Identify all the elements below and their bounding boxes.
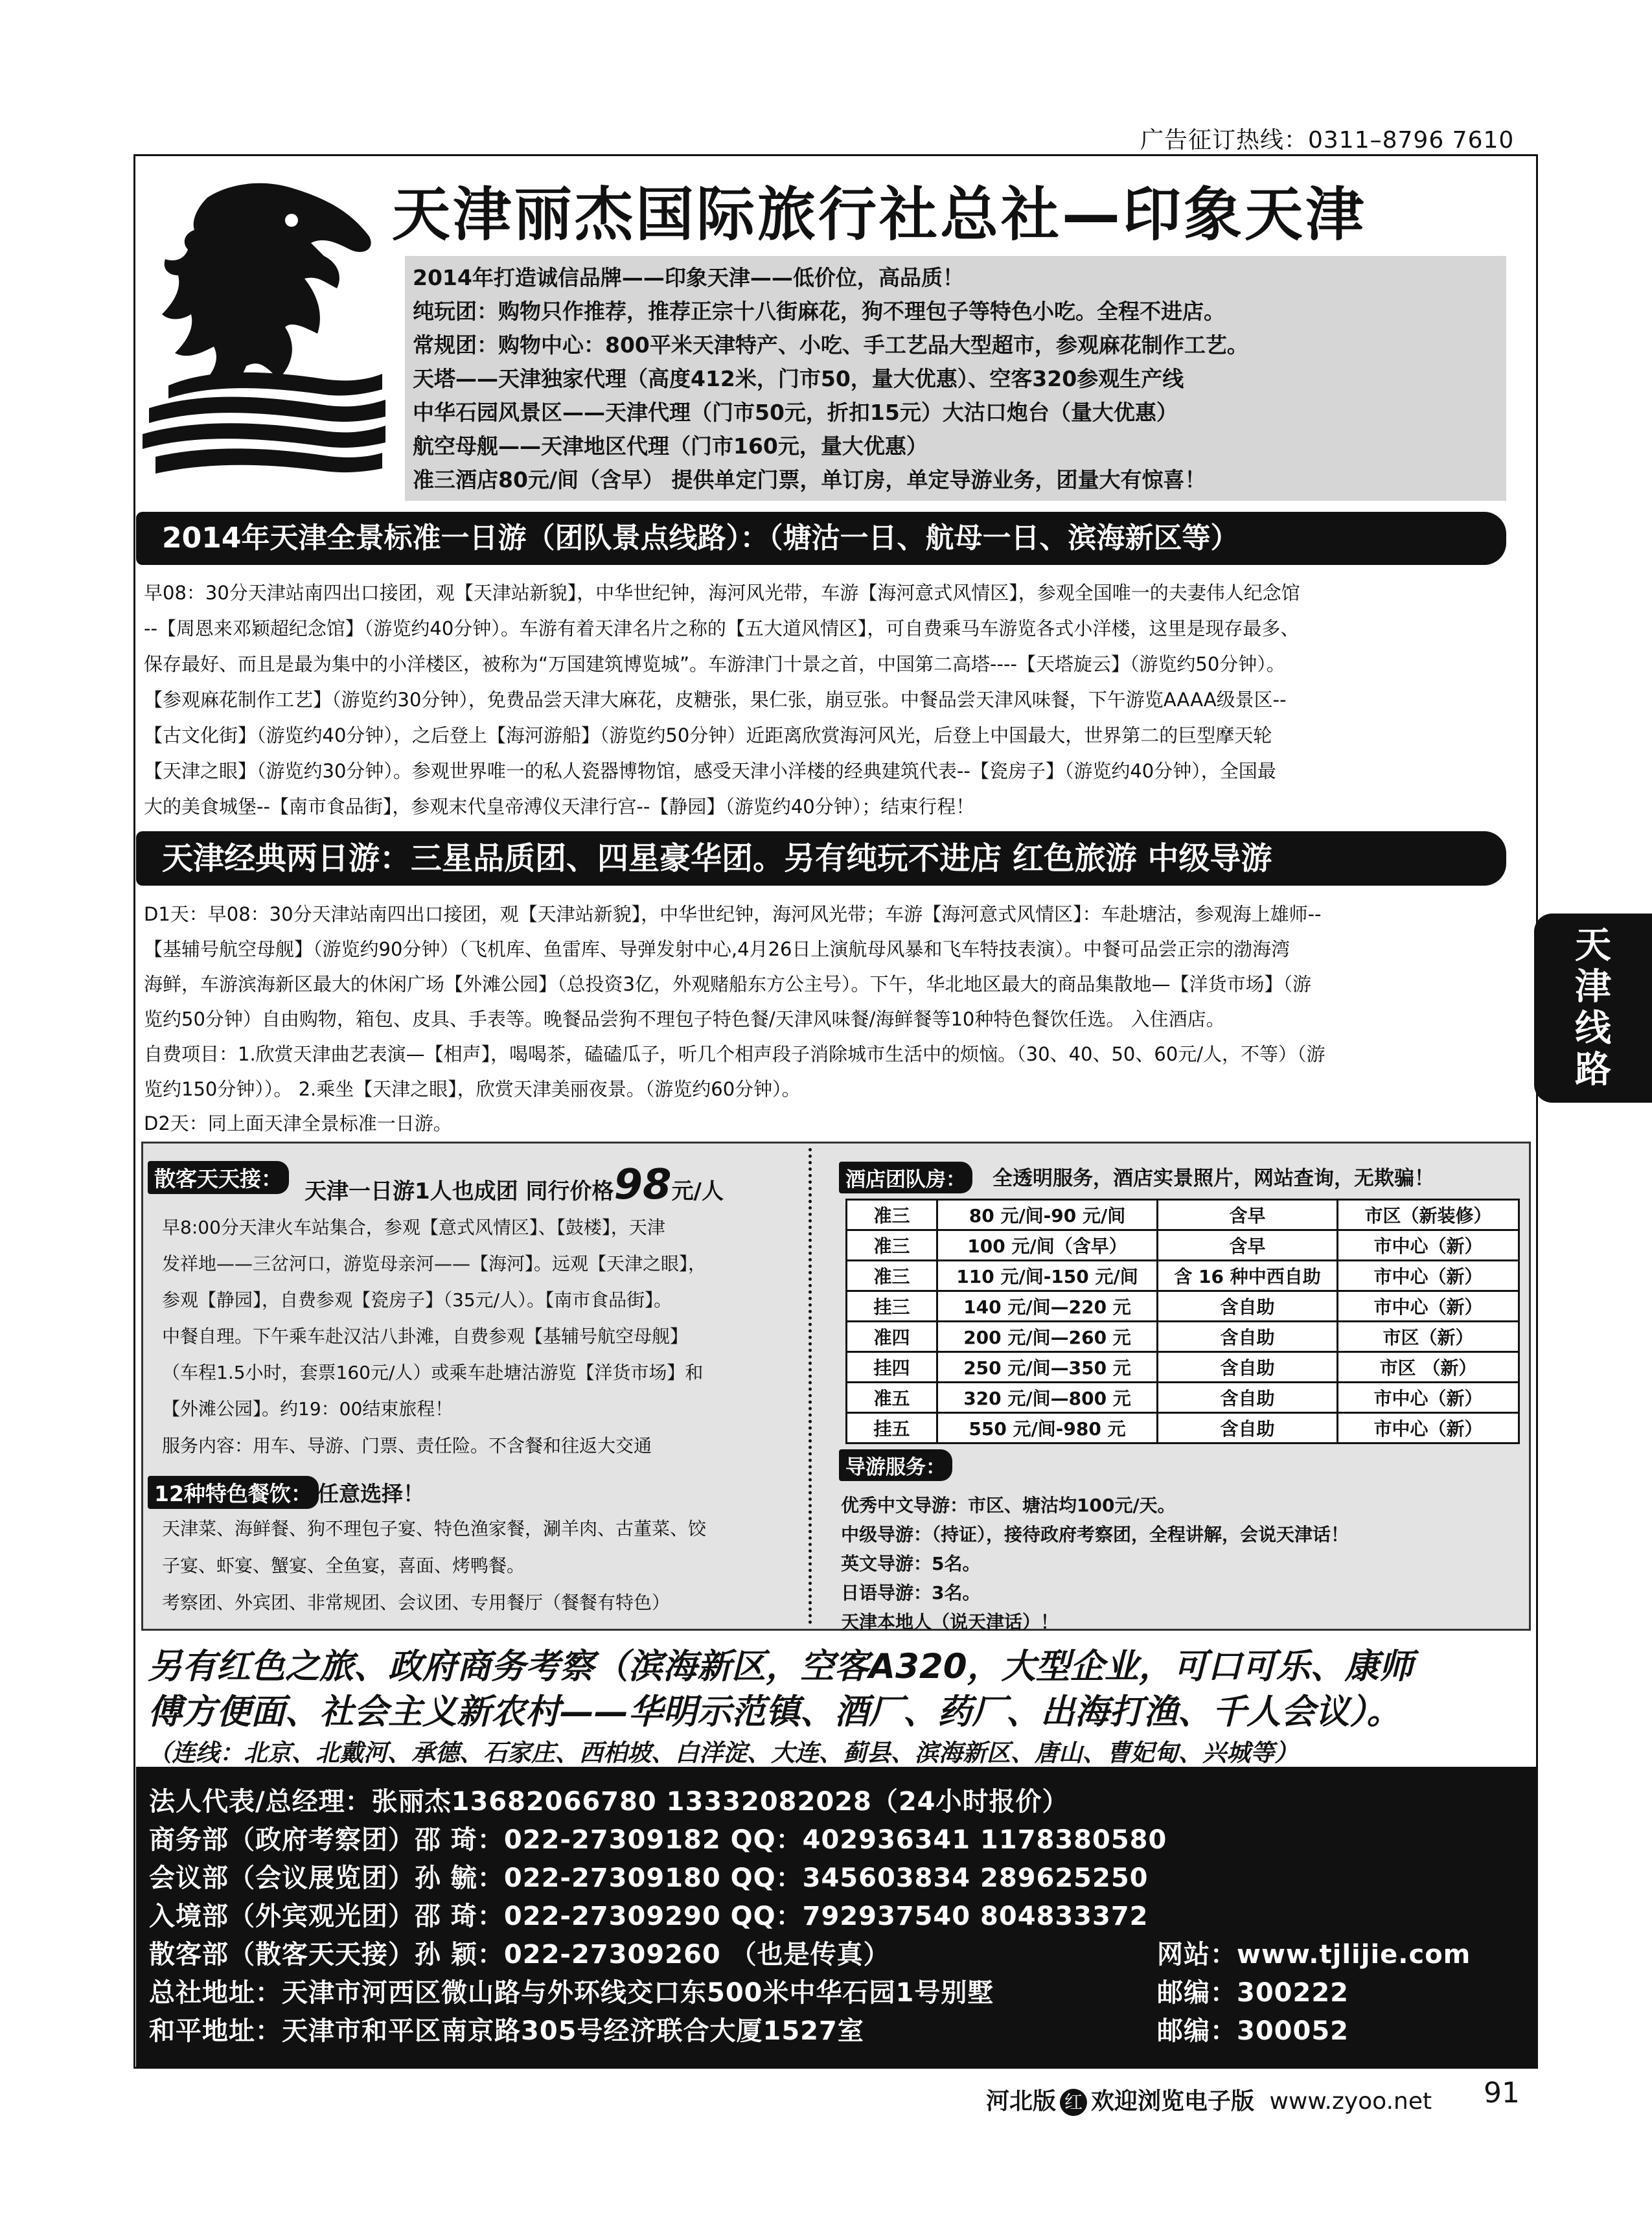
guide-line: 优秀中文导游：市区、塘沽均100元/天。 xyxy=(841,1495,1176,1516)
hotel-cell: 挂四 xyxy=(847,1352,937,1383)
hotel-cell: 320 元/间—800 元 xyxy=(937,1383,1158,1413)
hotel-cell: 挂三 xyxy=(847,1291,937,1322)
hotel-tag: 酒店团队房： xyxy=(839,1162,972,1193)
hotel-row xyxy=(847,1352,1519,1383)
hotel-cell: 市中心（新） xyxy=(1338,1230,1519,1261)
sanke-line: 服务内容：用车、导游、门票、责任险。不含餐和往返大交通 xyxy=(162,1435,652,1456)
contact-line: 商务部（政府考察团）邵 琦：022-27309182 QQ：402936341 1178380580 xyxy=(149,1825,1167,1855)
hong-logo-icon: 红 xyxy=(1060,2089,1087,2116)
hotel-row xyxy=(847,1383,1519,1413)
intro-box xyxy=(405,256,1506,501)
hotel-cell: 110 元/间-150 元/间 xyxy=(937,1261,1158,1291)
contact-line: 总社地址：天津市河西区微山路与外环线交口东500米中华石园1号别墅 xyxy=(149,1978,994,2008)
oneday-banner: 2014年天津全景标准一日游（团队景点线路）：（塘沽一日、航母一日、滨海新区等） xyxy=(136,512,1506,565)
guide-tag: 导游服务： xyxy=(839,1449,952,1481)
sanke-price: 98 xyxy=(614,1161,672,1209)
sanke-line: 参观【静园】，自费参观【瓷房子】（35元/人）。【南市食品街】。 xyxy=(162,1289,672,1311)
meals-line: 天津菜、海鲜餐、狗不理包子宴、特色渔家餐，涮羊肉、古董菜、饺 xyxy=(162,1518,707,1539)
hotel-row xyxy=(847,1261,1519,1291)
hotel-row xyxy=(847,1322,1519,1352)
hotel-cell: 80 元/间-90 元/间 xyxy=(937,1200,1158,1230)
itinerary-line: --【周恩来邓颖超纪念馆】（游览约40分钟）。车游有着天津名片之称的【五大道风情区】，可自费乘马车游览各式小洋楼，这里是现存最多、 xyxy=(144,617,1300,639)
hotel-cell: 100 元/间（含早） xyxy=(937,1230,1158,1261)
itinerary-line: 览约50分钟）自由购物，箱包、皮具、手表等。晚餐品尝狗不理包子特色餐/天津风味餐/海鲜餐等10种特色餐饮任选。 入住酒店。 xyxy=(144,1008,1225,1030)
side-tab-char: 天 xyxy=(1575,925,1611,967)
side-tab-char: 路 xyxy=(1575,1049,1611,1091)
hotel-cell: 含自助 xyxy=(1158,1291,1338,1322)
hotel-table xyxy=(845,1199,1520,1444)
hotel-cell: 含自助 xyxy=(1158,1383,1338,1413)
page-title: 天津丽杰国际旅行社总社—印象天津 xyxy=(392,181,1366,249)
website-link[interactable]: 网站：www.tjlijie.com xyxy=(1157,1940,1471,1970)
guide-line: 英文导游：5名。 xyxy=(841,1553,981,1574)
side-tab-tianjin-routes xyxy=(1534,914,1652,1103)
hotel-headline: 全透明服务，酒店实景照片，网站查询，无欺骗！ xyxy=(992,1167,1434,1190)
sanke-line: （车程1.5小时，套票160元/人）或乘车赴塘沽游览【洋货市场】和 xyxy=(162,1362,704,1383)
hotel-cell: 市中心（新） xyxy=(1338,1413,1519,1443)
hotel-row xyxy=(847,1200,1519,1230)
intro-line: 纯玩团：购物只作推荐，推荐正宗十八街麻花，狗不理包子等特色小吃。全程不进店。 xyxy=(413,299,1225,324)
hotel-cell: 准三 xyxy=(847,1261,937,1291)
sanke-headline-text: 天津一日游1人也成团 同行价格 xyxy=(304,1178,614,1204)
intro-line: 2014年打造诚信品牌——印象天津——低价位，高品质！ xyxy=(413,265,964,290)
intro-line: 中华石园风景区——天津代理（门市50元，折扣15元）大沽口炮台（量大优惠） xyxy=(413,400,1178,425)
hotel-cell: 含 16 种中西自助 xyxy=(1158,1261,1338,1291)
hotel-row xyxy=(847,1413,1519,1443)
hotel-cell: 准三 xyxy=(847,1200,937,1230)
welcome-text: 欢迎浏览电子版 xyxy=(1091,2088,1255,2115)
hotel-cell: 含早 xyxy=(1158,1230,1338,1261)
hotel-cell: 含自助 xyxy=(1158,1413,1338,1443)
edition-label: 河北版 xyxy=(986,2088,1057,2115)
hotel-cell: 200 元/间—260 元 xyxy=(937,1322,1158,1352)
meals-line: 考察团、外宾团、非常规团、会议团、专用餐厅（餐餐有特色） xyxy=(162,1592,671,1613)
contact-line: 和平地址：天津市和平区南京路305号经济联合大厦1527室 xyxy=(149,2016,864,2046)
itinerary-line: 自费项目：1.欣赏天津曲艺表演—【相声】，喝喝茶，磕磕瓜子，听几个相声段子消除城市生活中的烦恼。（30、40、50、60元/人，不等）（游 xyxy=(144,1043,1325,1065)
side-tab-char: 线 xyxy=(1575,1007,1611,1050)
column-divider xyxy=(809,1148,812,1624)
meals-headline: 任意选择！ xyxy=(317,1481,424,1506)
red-tour-line: 另有红色之旅、政府商务考察（滨海新区，空客A320，大型企业，可口可乐、康师 xyxy=(148,1647,1414,1686)
contact-block xyxy=(136,1767,1537,2069)
itinerary-line: 早08：30分天津站南四出口接团，观【天津站新貌】，中华世纪钟，海河风光带，车游【海河意式风情区】，参观全国唯一的夫妻伟人纪念馆 xyxy=(144,582,1300,604)
sanke-line: 中餐自理。下午乘车赴汉沽八卦滩，自费参观【基辅号航空母舰】 xyxy=(162,1326,689,1347)
site-link[interactable]: www.zyoo.net xyxy=(1269,2088,1432,2115)
hotel-cell: 含自助 xyxy=(1158,1352,1338,1383)
sanke-line: 早8:00分天津火车站集合，参观【意式风情区】、【鼓楼】，天津 xyxy=(162,1217,665,1238)
page-number: 91 xyxy=(1484,2076,1520,2110)
sanke-line: 【外滩公园】。约19：00结束旅程！ xyxy=(162,1398,453,1420)
publication-footer xyxy=(986,2083,1432,2116)
hotel-cell: 市区（新） xyxy=(1338,1322,1519,1352)
contact-line: 法人代表/总经理：张丽杰13682066780 13332082028（24小时报价） xyxy=(149,1787,1069,1817)
sanke-headline xyxy=(304,1161,724,1209)
guide-line: 中级导游：（持证），接待政府考察团，全程讲解，会说天津话！ xyxy=(841,1524,1349,1545)
itinerary-line: 大的美食城堡--【南市食品街】，参观末代皇帝溥仪天津行宫--【静园】（游览约40分钟）；结束行程！ xyxy=(144,796,975,818)
guide-line: 天津本地人（说天津话）！ xyxy=(841,1611,1059,1633)
hotel-cell: 市中心（新） xyxy=(1338,1291,1519,1322)
twoday-banner: 天津经典两日游：三星品质团、四星豪华团。另有纯玩不进店 红色旅游 中级导游 xyxy=(136,831,1506,886)
hotel-cell: 550 元/间-980 元 xyxy=(937,1413,1158,1443)
itinerary-line: 【古文化街】（游览约40分钟），之后登上【海河游船】（游览约50分钟）近距离欣赏海河风光，后登上中国最大，世界第二的巨型摩天轮 xyxy=(144,724,1272,746)
intro-line: 常规团：购物中心：800平米天津特产、小吃、手工艺品大型超市，参观麻花制作工艺。 xyxy=(413,332,1248,358)
postcode: 邮编：300052 xyxy=(1157,2016,1349,2046)
meals-line: 子宴、虾宴、蟹宴、全鱼宴，喜面、烤鸭餐。 xyxy=(162,1555,525,1576)
itinerary-line: D1天：早08：30分天津站南四出口接团，观【天津站新貌】，中华世纪钟，海河风光带；车游【海河意式风情区】：车赴塘沽，参观海上雄师-- xyxy=(144,903,1322,925)
postcode: 邮编：300222 xyxy=(1157,1978,1349,2008)
intro-line: 航空母舰——天津地区代理（门市160元，量大优惠） xyxy=(413,433,928,459)
hotel-cell: 市中心（新） xyxy=(1338,1261,1519,1291)
hotel-cell: 含早 xyxy=(1158,1200,1338,1230)
itinerary-line: 览约150分钟））。 2.乘坐【天津之眼】，欣赏天津美丽夜景。（游览约60分钟）。 xyxy=(144,1078,801,1100)
hotel-row xyxy=(847,1291,1519,1322)
itinerary-line: 海鲜，车游滨海新区最大的休闲广场【外滩公园】（总投资3亿，外观赌船东方公主号）。下午，华北地区最大的商品集散地—【洋货市场】（游 xyxy=(144,973,1311,995)
itinerary-line: 【参观麻花制作工艺】（游览约30分钟），免费品尝天津大麻花，皮糖张，果仁张，崩豆张。中餐品尝天津风味餐，下午游览AAAA级景区-- xyxy=(144,689,1287,711)
hotel-cell: 市区 （新） xyxy=(1338,1352,1519,1383)
dragon-logo xyxy=(130,172,389,476)
itinerary-line: D2天：同上面天津全景标准一日游。 xyxy=(144,1112,452,1134)
itinerary-line: 【天津之眼】（游览约30分钟）。参观世界唯一的私人瓷器博物馆，感受天津小洋楼的经典建筑代表--【瓷房子】（游览约40分钟），全国最 xyxy=(144,760,1276,782)
hotel-table-body xyxy=(847,1200,1519,1443)
itinerary-line: 【基辅号航空母舰】（游览约90分钟）（飞机库、鱼雷库、导弹发射中心,4月26日上演航母风暴和飞车特技表演）。中餐可品尝正宗的渤海湾 xyxy=(144,938,1290,960)
side-tab-char: 津 xyxy=(1575,966,1611,1008)
intro-line: 天塔——天津独家代理（高度412米，门市50，量大优惠）、空客320参观生产线 xyxy=(413,366,1184,391)
sanke-price-unit: 元/人 xyxy=(671,1178,724,1204)
ad-hotline: 广告征订热线：0311–8796 7610 xyxy=(1140,127,1515,154)
hotel-cell: 市中心（新） xyxy=(1338,1383,1519,1413)
hotel-cell: 准五 xyxy=(847,1383,937,1413)
guide-line: 日语导游：3名。 xyxy=(841,1582,981,1604)
hotel-cell: 250 元/间—350 元 xyxy=(937,1352,1158,1383)
hotel-cell: 准三 xyxy=(847,1230,937,1261)
red-tour-line: 傅方便面、社会主义新农村——华明示范镇、酒厂、药厂、出海打渔、千人会议）。 xyxy=(148,1692,1401,1732)
hotel-cell: 市区（新装修） xyxy=(1338,1200,1519,1230)
hotel-cell: 含自助 xyxy=(1158,1322,1338,1352)
contact-line: 入境部（外宾观光团）邵 琦：022-27309290 QQ：792937540 804833372 xyxy=(149,1902,1149,1931)
hotel-row xyxy=(847,1230,1519,1261)
meals-tag: 12种特色餐饮： xyxy=(148,1476,319,1509)
sanke-line: 发祥地——三岔河口，游览母亲河——【海河】。远观【天津之眼】， xyxy=(162,1253,707,1274)
itinerary-line: 保存最好、而且是最为集中的小洋楼区，被称为“万国建筑博览城”。车游津门十景之首，中国第二高塔----【天塔旋云】（游览约50分钟）。 xyxy=(144,653,1285,675)
contact-line: 会议部（会议展览团）孙 毓：022-27309180 QQ：345603834 289625250 xyxy=(149,1863,1149,1893)
contact-line: 散客部（散客天天接）孙 颖：022-27309260 （也是传真） xyxy=(149,1940,890,1970)
sanke-tag: 散客天天接： xyxy=(148,1161,289,1194)
intro-line: 准三酒店80元/间（含早） 提供单定门票，单订房，单定导游业务，团量大有惊喜！ xyxy=(413,467,1206,492)
red-tour-routes: （连线：北京、北戴河、承德、石家庄、西柏坡、白洋淀、大连、蓟县、滨海新区、唐山、曹妃甸、兴城等） xyxy=(148,1739,1298,1767)
hotel-cell: 准四 xyxy=(847,1322,937,1352)
hotel-cell: 挂五 xyxy=(847,1413,937,1443)
hotel-cell: 140 元/间—220 元 xyxy=(937,1291,1158,1322)
